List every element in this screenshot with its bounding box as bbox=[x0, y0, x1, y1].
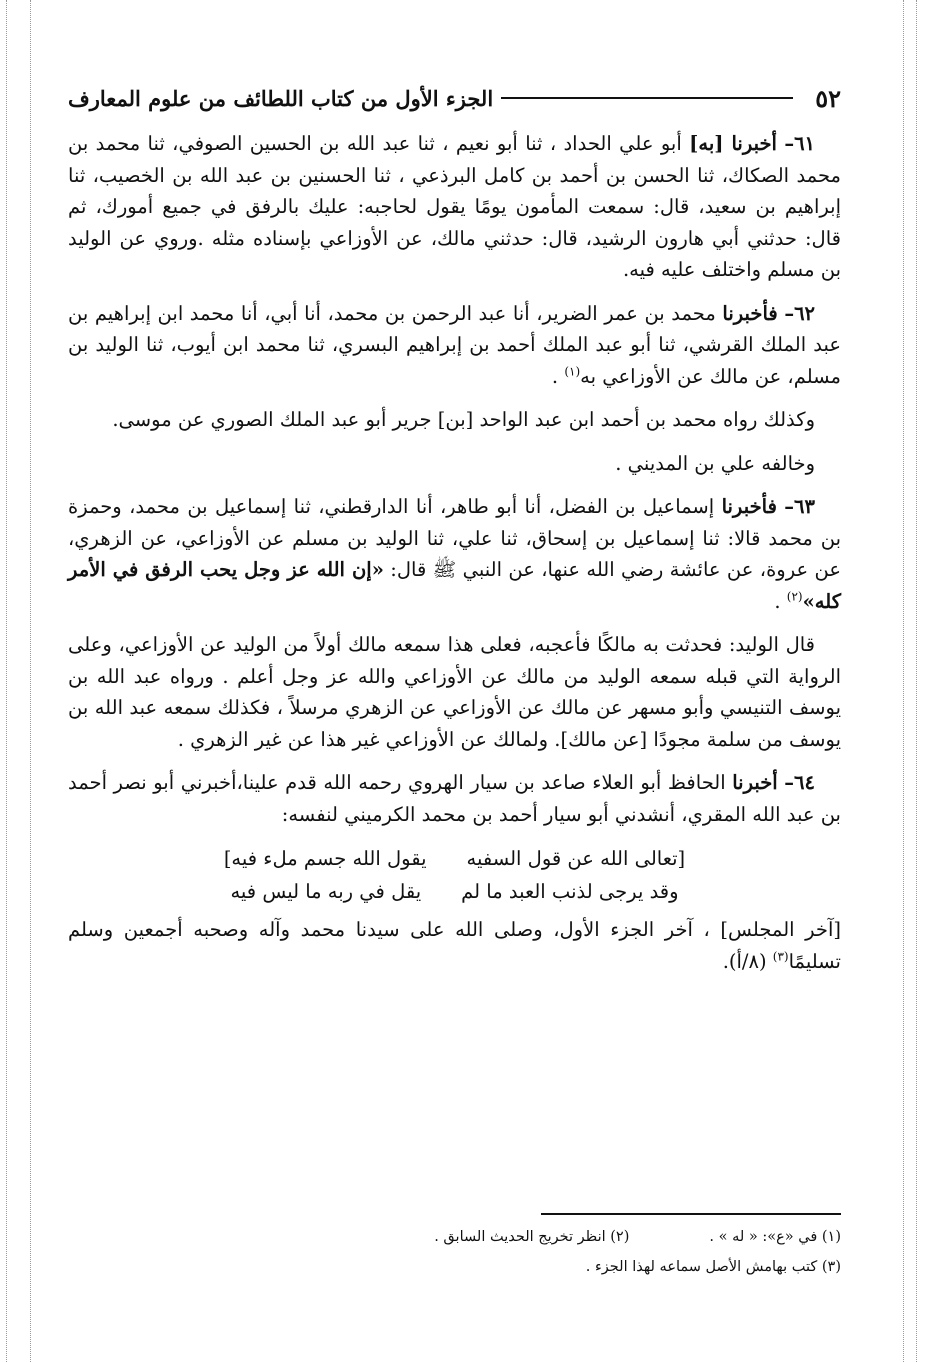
paragraph-kadhalik: وكذلك رواه محمد بن أحمد ابن عبد الواحد [بن] جرير أبو عبد الملك الصوري عن موسى. bbox=[112, 408, 815, 431]
hadith-text: إسماعيل بن الفضل، أنا أبو طاهر، أنا الدارقطني، ثنا إسماعيل بن محمد، وحمزة بن محمد قالا: ثنا إسماعيل بن إسحاق، ثنا علي، ثنا الوليد بن مسلم عن الأوزاعي، عن الزهري، عن عروة، عن عائشة رضي الله عنها، عن النبي ﷺ قال: bbox=[68, 495, 841, 581]
poem-verse bbox=[68, 875, 841, 908]
hadith-tail: . bbox=[551, 364, 565, 388]
footnotes bbox=[68, 1222, 841, 1282]
running-title: الجزء الأول من كتاب اللطائف من علوم المعارف bbox=[68, 85, 494, 111]
footnote-rule bbox=[541, 1213, 841, 1215]
hadith-text: أبو علي الحداد ، ثنا أبو نعيم ، ثنا عبد الله بن الحسين الصوفي، ثنا محمد بن محمد الصكاك، ثنا الحسن بن أحمد بن كامل البرذعي ، ثنا الحسنين بن عبد الله بن الخصيب، ثنا إبراهيم بن سعيد، قال: سمعت المأمون يومًا يقول لحاجبه: عليك بالرفق في جميع أمورك، ثم قال: حدثني أبي هارون الرشيد، قال: حدثني مالك، عن الأوزاعي بإسناده مثله .وروي عن الوليد بن مسلم واختلف عليه فيه. bbox=[68, 132, 841, 281]
footnote-2: (٢) انظر تخريج الحديث السابق . bbox=[434, 1229, 630, 1245]
colophon-text: [آخر المجلس] ، آخر الجزء الأول، وصلى الله على سيدنا محمد وآله وصحبه أجمعين وسلم تسليمًا bbox=[68, 918, 841, 973]
hadith-number: ٦٣– bbox=[784, 495, 815, 518]
hadith-text: محمد بن عمر الضرير، أنا عبد الرحمن بن محمد، أنا أبي، أنا محمد ابن إبراهيم بن عبد الملك القرشي، ثنا أبو عبد الملك أحمد بن إبراهيم البسري، ثنا محمد ابن أيوب، ثنا الوليد بن مسلم، عن مالك عن الأوزاعي به bbox=[68, 301, 841, 388]
paragraph-walid: قال الوليد: فحدثت به مالكًا فأعجبه، فعلى هذا سمعه مالك أولاً من الوليد عن الأوزاعي، وعلى الرواية التي قبله سمعه الوليد من مالك عن الأوزاعي والله عز وجل أعلم . ورواه عبد الله بن يوسف التنيسي وأبو مسهر عن مالك عن الأوزاعي عن الزهري مرسلاً ، فكذلك سمعه عبد الله بن يوسف من سلمة مجودًا [عن مالك]. ولمالك عن الأوزاعي غير هذا عن غير الزهري . bbox=[68, 633, 841, 751]
scan-margin-line bbox=[903, 0, 904, 1362]
page-header bbox=[68, 78, 841, 118]
hadith-lead: فأخبرنا bbox=[722, 301, 778, 325]
hadith-tail: . bbox=[774, 589, 787, 613]
hadith-lead: أخبرنا [به] bbox=[689, 132, 777, 155]
footnote-row bbox=[68, 1222, 841, 1252]
scan-margin-line bbox=[30, 0, 31, 1362]
verse-second-hemistich: يقل في ربه ما ليس فيه bbox=[230, 880, 422, 903]
hadith-number: ٦٤– bbox=[784, 771, 815, 794]
page-number: ٥٢ bbox=[815, 83, 841, 113]
hadith-62 bbox=[68, 298, 841, 393]
footnote-3: (٣) كتب بهامش الأصل سماعه لهذا الجزء . bbox=[585, 1259, 841, 1275]
footnote-ref: (٢) bbox=[786, 589, 803, 603]
hadith-text: الحافظ أبو العلاء صاعد بن سيار الهروي رحمه الله قدم علينا،أخبرني أبو نصر أحمد بن عبد الله المقري، أنشدني أبو سيار أحمد بن محمد الكرميني لنفسه: bbox=[68, 771, 841, 826]
prophetic-quote: «إن الله عز وجل يحب الرفق في الأمر كله» bbox=[68, 558, 841, 613]
hadith-61 bbox=[68, 128, 841, 286]
scan-margin-line bbox=[6, 0, 7, 1362]
folio-mark: (٨/أ). bbox=[722, 949, 773, 973]
hadith-lead: أخبرنا bbox=[732, 771, 778, 794]
scan-margin-line bbox=[916, 0, 917, 1362]
footnote-ref: (٣) bbox=[772, 949, 789, 963]
footnote-ref: (١) bbox=[564, 364, 581, 378]
poem bbox=[68, 842, 841, 908]
hadith-64 bbox=[68, 767, 841, 830]
header-rule bbox=[501, 97, 793, 99]
footnote-1: (١) في «ع»: « له » . bbox=[709, 1229, 841, 1245]
hadith-number: ٦٢– bbox=[784, 301, 816, 325]
verse-second-hemistich: يقول الله جسم ملء فيه] bbox=[223, 847, 427, 870]
poem-verse bbox=[68, 842, 841, 875]
hadith-63 bbox=[68, 491, 841, 617]
verse-first-hemistich: وقد يرجى لذنب العبد ما لم bbox=[461, 880, 679, 903]
verse-first-hemistich: [تعالى الله عن قول السفيه bbox=[466, 847, 686, 870]
hadith-number: ٦١– bbox=[784, 132, 816, 155]
paragraph-khalafahu: وخالفه علي بن المديني . bbox=[615, 451, 815, 475]
hadith-lead: فأخبرنا bbox=[721, 495, 777, 518]
main-text bbox=[68, 128, 841, 989]
colophon bbox=[68, 914, 841, 977]
